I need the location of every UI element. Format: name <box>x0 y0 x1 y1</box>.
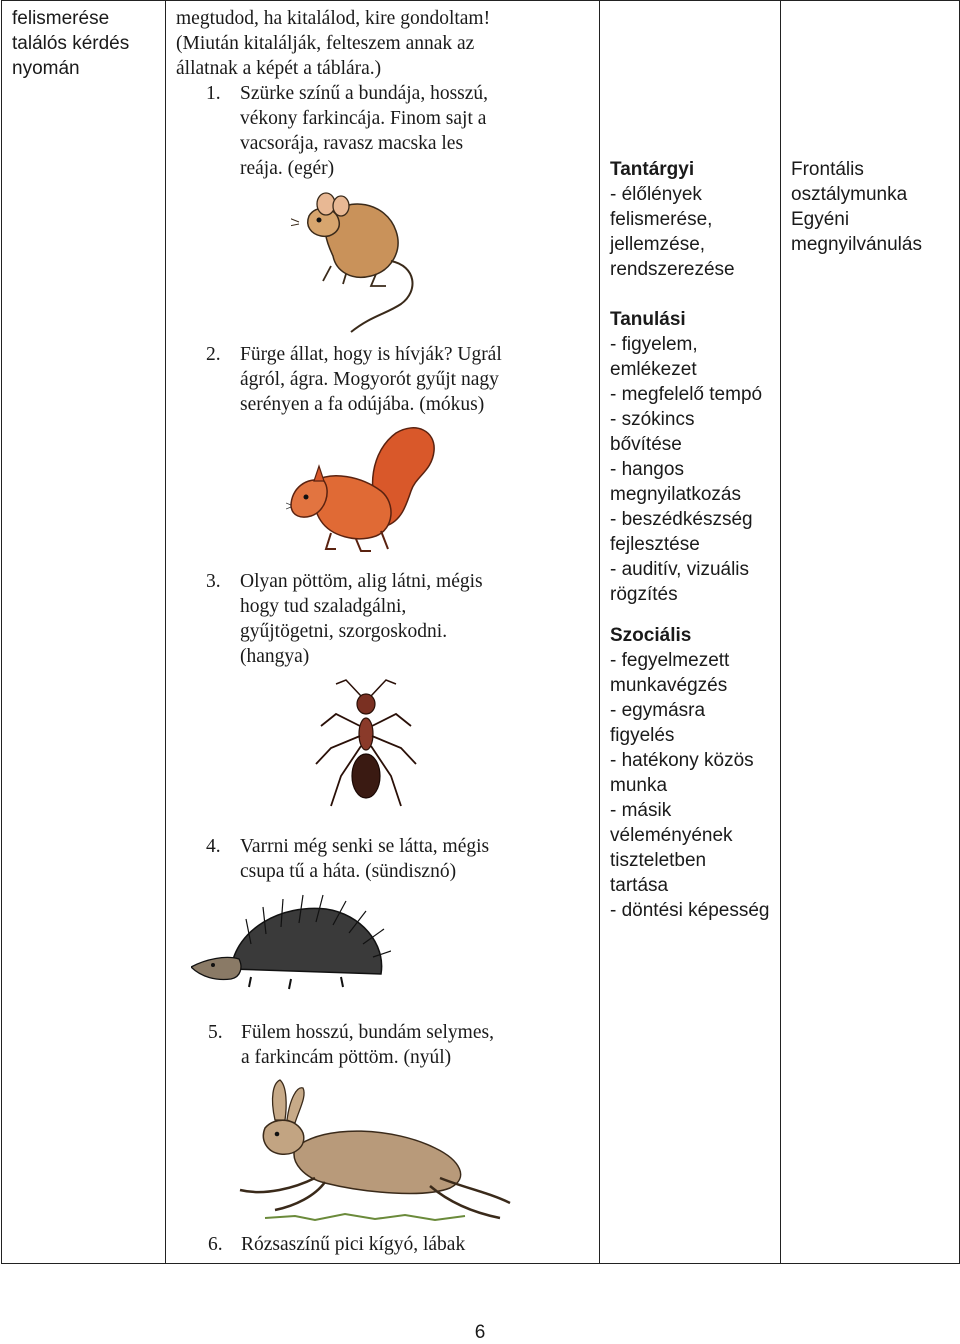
riddle-line: serényen a fa odújába. (mókus) <box>240 394 485 415</box>
method-line: megnyilvánulás <box>791 234 922 255</box>
objective-line: - megfelelő tempó <box>610 384 763 405</box>
objective-line: - fegyelmezett <box>610 650 730 671</box>
riddle-5 <box>208 1020 598 1070</box>
riddle-line: a farkincám pöttöm. (nyúl) <box>241 1047 452 1068</box>
objective-line: emlékezet <box>610 359 697 380</box>
riddle-line: csupa tű a háta. (sündisznó) <box>240 861 457 882</box>
section-heading: Tanulási <box>610 309 686 330</box>
objective-line: - szókincs <box>610 409 695 430</box>
riddle-line: Fürge állat, hogy is hívják? Ugrál <box>240 344 502 365</box>
riddle-line: Rózsaszínű pici kígyó, lábak <box>241 1234 466 1255</box>
squirrel-illustration <box>286 421 446 561</box>
riddle-number: 6. <box>208 1234 223 1255</box>
mouse-illustration <box>291 186 421 336</box>
riddle-2 <box>206 342 596 417</box>
section-heading: Tantárgyi <box>610 159 695 180</box>
riddle-4 <box>206 834 596 884</box>
activity-text <box>2 1 165 81</box>
table-row <box>2 1 960 1264</box>
riddle-number: 3. <box>206 571 221 592</box>
intro-line: megtudod, ha kitalálod, kire gondoltam! <box>176 8 491 29</box>
hedgehog-illustration <box>191 889 391 994</box>
objective-line: - döntési képesség <box>610 900 770 921</box>
objective-line: bővítése <box>610 434 682 455</box>
lesson-plan-table <box>1 0 960 1264</box>
activity-line: találós kérdés <box>12 33 130 54</box>
method-line: osztálymunka <box>791 184 908 205</box>
riddle-line: reája. (egér) <box>240 158 335 179</box>
content-cell <box>166 1 600 1264</box>
method-text <box>781 1 959 257</box>
objective-line: - hangos <box>610 459 684 480</box>
activity-line: nyomán <box>12 58 80 79</box>
objective-line: tiszteletben <box>610 850 707 871</box>
riddle-content <box>166 1 599 1263</box>
method-line: Frontális <box>791 159 864 180</box>
objective-line: véleményének <box>610 825 733 846</box>
objective-line: figyelés <box>610 725 675 746</box>
riddle-1 <box>206 81 596 181</box>
riddle-line: Varrni még senki se látta, mégis <box>240 836 490 857</box>
objective-line: fejlesztése <box>610 534 700 555</box>
intro-line: állatnak a képét a táblára.) <box>176 58 382 79</box>
intro-line: (Miután kitalálják, felteszem annak az <box>176 33 475 54</box>
objective-line: jellemzése, <box>610 234 706 255</box>
activity-cell <box>2 1 166 1264</box>
objective-line: - hatékony közös <box>610 750 754 771</box>
riddle-number: 4. <box>206 836 221 857</box>
objective-line: tartása <box>610 875 669 896</box>
riddle-number: 2. <box>206 344 221 365</box>
riddle-6 <box>208 1232 598 1257</box>
method-line: Egyéni <box>791 209 850 230</box>
hare-illustration <box>235 1078 515 1223</box>
riddle-line: (hangya) <box>240 646 310 667</box>
objective-line: megnyilatkozás <box>610 484 741 505</box>
riddle-3 <box>206 569 596 669</box>
method-cell <box>781 1 960 1264</box>
riddle-line: Olyan pöttöm, alig látni, mégis <box>240 571 483 592</box>
objective-line: - beszédkészség <box>610 509 753 530</box>
objectives-cell <box>600 1 781 1264</box>
page-number: 6 <box>474 1322 486 1343</box>
ant-illustration <box>306 676 426 821</box>
objective-line: munka <box>610 775 668 796</box>
objective-line: - egymásra <box>610 700 706 721</box>
riddle-line: hogy tud szaladgálni, <box>240 596 407 617</box>
objective-line: - élőlények <box>610 184 702 205</box>
objectives-text <box>600 1 780 923</box>
objective-line: rendszerezése <box>610 259 735 280</box>
riddle-line: Fülem hosszú, bundám selymes, <box>241 1022 494 1043</box>
objective-line: felismerése, <box>610 209 713 230</box>
riddle-number: 5. <box>208 1022 223 1043</box>
objective-line: - másik <box>610 800 672 821</box>
objective-line: - figyelem, <box>610 334 698 355</box>
objective-line: - auditív, vizuális <box>610 559 750 580</box>
objective-line: munkavégzés <box>610 675 728 696</box>
riddle-line: vacsorája, ravasz macska les <box>240 133 464 154</box>
riddle-line: ágról, ágra. Mogyorót gyűjt nagy <box>240 369 499 390</box>
activity-line: felismerése <box>12 8 110 29</box>
intro-text <box>176 6 596 81</box>
riddle-line: vékony farkincája. Finom sajt a <box>240 108 487 129</box>
riddle-line: gyűjtögetni, szorgoskodni. <box>240 621 448 642</box>
objective-line: rögzítés <box>610 584 678 605</box>
section-heading: Szociális <box>610 625 692 646</box>
riddle-line: Szürke színű a bundája, hosszú, <box>240 83 489 104</box>
riddle-number: 1. <box>206 83 221 104</box>
